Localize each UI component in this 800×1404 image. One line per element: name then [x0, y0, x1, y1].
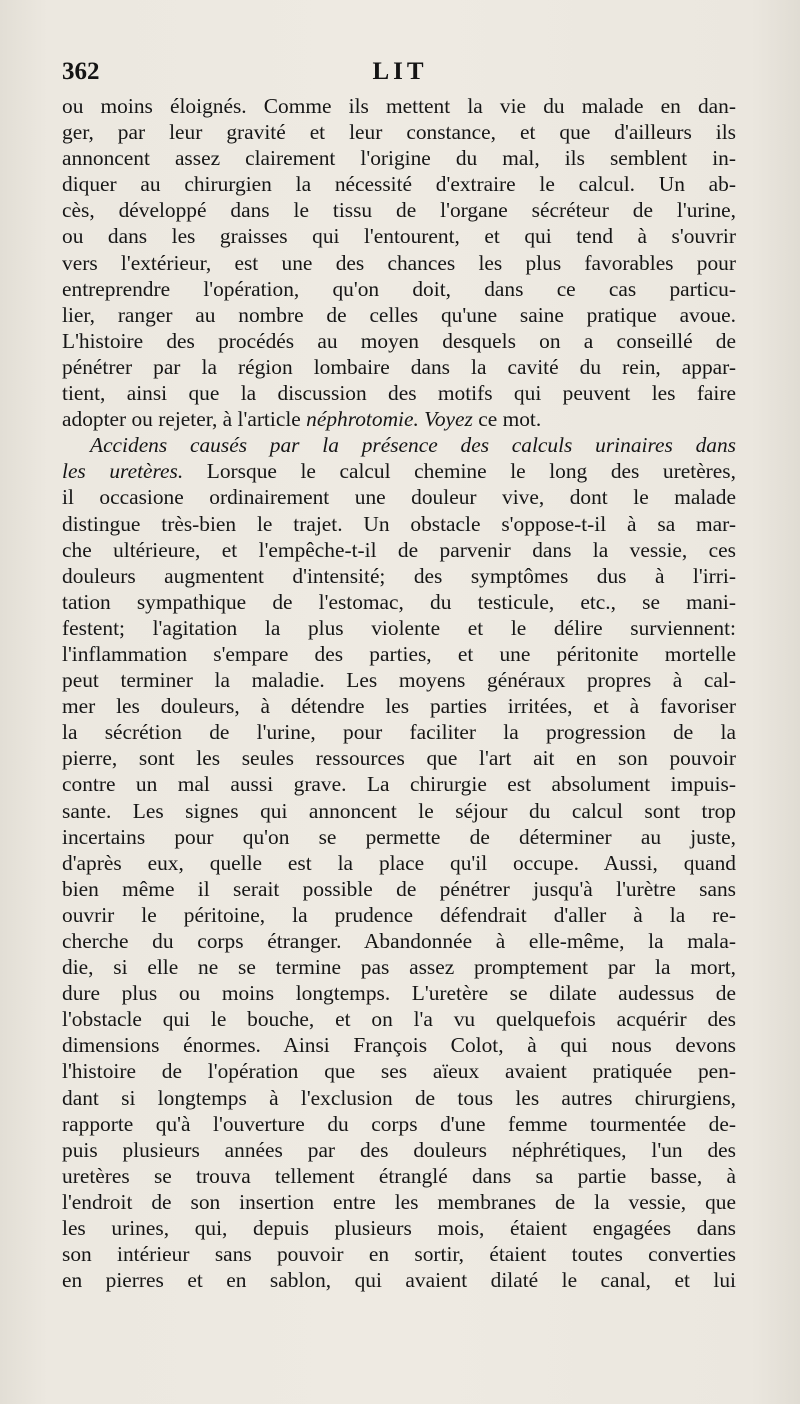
text-line: distingue très-bien le trajet. Un obstacle s'oppose-t-il à sa mar- [62, 511, 736, 536]
page-number: 362 [62, 58, 100, 85]
text-line: l'obstacle qui le bouche, et on l'a vu quelquefois acquérir des [62, 1007, 736, 1032]
text-line: rapporte qu'à l'ouverture du corps d'une femme tourmentée de- [62, 1111, 736, 1136]
text-line: dant si longtemps à l'exclusion de tous les autres chirurgiens, [62, 1085, 736, 1110]
text-line: cherche du corps étranger. Abandonnée à elle-même, la mala- [62, 929, 736, 953]
page-header [62, 58, 738, 88]
text-line: L'histoire des procédés au moyen desquels on a conseillé de [62, 328, 736, 353]
text-line: tient, ainsi que la discussion des motifs qui peuvent les faire [62, 381, 736, 406]
text-line: puis plusieurs années par des douleurs néphrétiques, l'un des [62, 1137, 736, 1162]
text-line: ger, par leur gravité et leur constance, et que d'ailleurs ils [62, 120, 736, 145]
text-line: en pierres et en sablon, qui avaient dilaté le canal, et lui [62, 1268, 736, 1293]
body-text [62, 93, 736, 1293]
text-line: pierre, sont les seules ressources que l'art ait en son pouvoir [62, 746, 736, 771]
text-line: l'histoire de l'opération que ses aïeux avaient pratiquée pen- [62, 1059, 736, 1084]
text-line: entreprendre l'opération, qu'on doit, dans ce cas particu- [62, 276, 736, 301]
text-line: il occasione ordinairement une douleur vive, dont le malade [62, 485, 736, 510]
text-line: contre un mal aussi grave. La chirurgie est absolument impuis- [62, 772, 736, 797]
text-line: d'après eux, quelle est la place qu'il occupe. Aussi, quand [62, 850, 736, 875]
text-line: peut terminer la maladie. Les moyens généraux propres à cal- [62, 668, 736, 693]
section-heading-line: Accidens causés par la présence des calculs urinaires dans [90, 433, 736, 458]
text-line: sante. Les signes qui annoncent le séjour du calcul sont trop [62, 798, 736, 823]
text-line: lier, ranger au nombre de celles qu'une saine pratique avoue. [62, 302, 736, 327]
text-line: la sécrétion de l'urine, pour faciliter la progression de la [62, 720, 736, 745]
text-line: uretères se trouva tellement étranglé dans sa partie basse, à [62, 1163, 736, 1188]
text-line: dimensions énormes. Ainsi François Colot, à qui nous devons [62, 1033, 736, 1058]
text-line [62, 406, 736, 432]
text-line: annoncent assez clairement l'origine du mal, ils semblent in- [62, 146, 736, 171]
text-line: ouvrir le péritoine, la prudence défendrait d'aller à la re- [62, 902, 736, 927]
text-line [62, 458, 736, 484]
text-line: l'inflammation s'empare des parties, et une péritonite mortelle [62, 641, 736, 666]
text-line: che ultérieure, et l'empêche-t-il de parvenir dans la vessie, ces [62, 537, 736, 562]
text-line: bien même il serait possible de pénétrer jusqu'à l'urètre sans [62, 876, 736, 901]
text-line: die, si elle ne se termine pas assez promptement par la mort, [62, 955, 736, 980]
text-line: cès, développé dans le tissu de l'organe sécréteur de l'urine, [62, 198, 736, 223]
text-line: tation sympathique de l'estomac, du testicule, etc., se mani- [62, 589, 736, 614]
text-line: incertains pour qu'on se permette de déterminer au juste, [62, 824, 736, 849]
text-line: vers l'extérieur, est une des chances les plus favorables pour [62, 250, 736, 275]
text-line: pénétrer par la région lombaire dans la cavité du rein, appar- [62, 354, 736, 379]
voyez-label: Voyez [424, 407, 473, 432]
text-line: ou dans les graisses qui l'entourent, et qui tend à s'ouvrir [62, 224, 736, 249]
ce-mot-text: ce mot. [478, 407, 542, 432]
text-line: douleurs augmentent d'intensité; des symptômes dus à l'irri- [62, 563, 736, 588]
section-heading-end: les uretères. [62, 459, 184, 484]
running-head: LIT [372, 58, 428, 85]
text-line: les urines, qui, depuis plusieurs mois, étaient engagées dans [62, 1216, 736, 1241]
text-line: diquer au chirurgien la nécessité d'extraire le calcul. Un ab- [62, 172, 736, 197]
line-text: adopter ou rejeter, à l'article [62, 407, 301, 432]
line-text: Lorsque le calcul chemine le long des uretères, [206, 459, 736, 484]
text-line: festent; l'agitation la plus violente et le délire surviennent: [62, 615, 736, 640]
text-line: mer les douleurs, à détendre les parties irritées, et à favoriser [62, 694, 736, 719]
text-line: dure plus ou moins longtemps. L'uretère se dilate audessus de [62, 981, 736, 1006]
text-line: l'endroit de son insertion entre les membranes de la vessie, que [62, 1189, 736, 1214]
cross-reference-nephrotomie: néphrotomie. [306, 407, 419, 432]
text-line: son intérieur sans pouvoir en sortir, étaient toutes converties [62, 1242, 736, 1267]
text-line: ou moins éloignés. Comme ils mettent la vie du malade en dan- [62, 94, 736, 118]
